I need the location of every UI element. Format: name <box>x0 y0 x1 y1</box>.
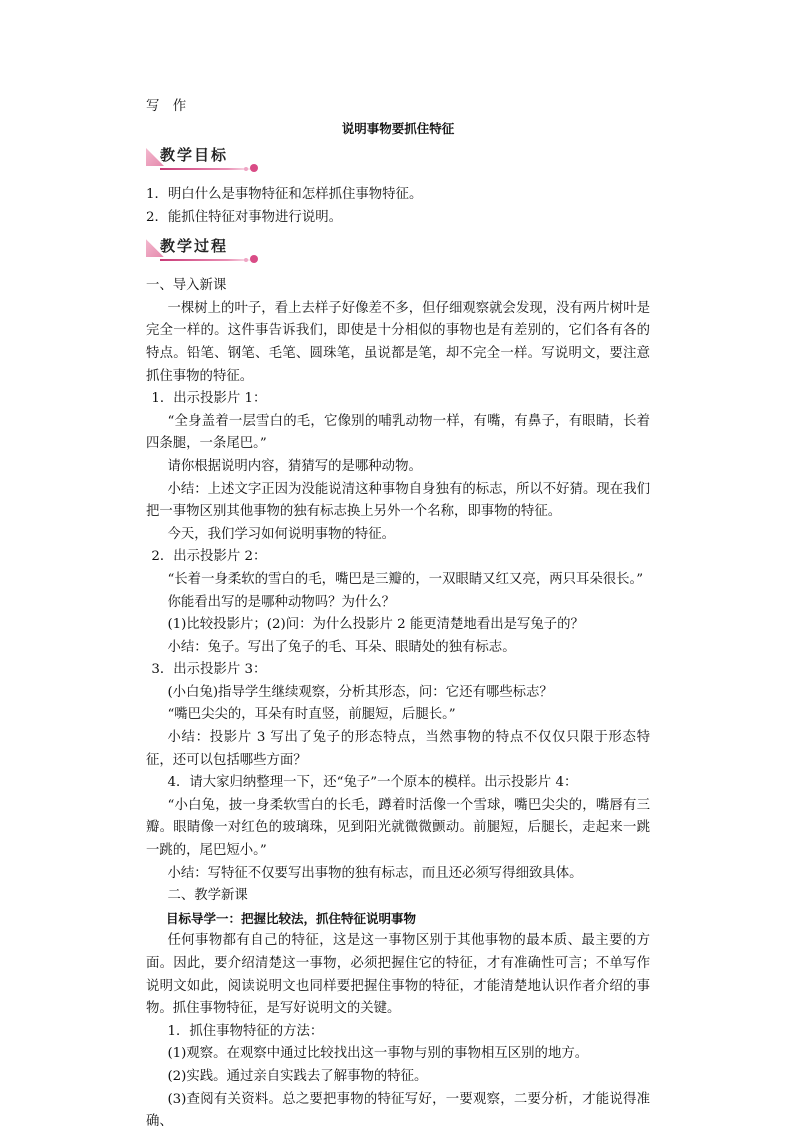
banner-goals <box>146 144 650 182</box>
quote: “嘴巴尖尖的，耳朵有时直竖，前腿短，后腿长。” <box>167 707 456 723</box>
goal-heading: 目标导学一：把握比较法，抓住特征说明事物 <box>166 910 417 926</box>
banner-underline <box>160 259 256 261</box>
list-item: 4．请大家归纳整理一下，还“兔子”一个原本的模样。出示投影片 4： <box>167 775 578 791</box>
goal-item: 1．明白什么是事物特征和怎样抓住事物特征。 <box>146 187 423 202</box>
goal-item: 2．能抓住特征对事物进行说明。 <box>146 209 342 225</box>
list-item: 2．出示投影片 2： <box>151 549 267 565</box>
paragraph: 请你根据说明内容，猜猜写的是哪种动物。 <box>167 458 422 474</box>
section-heading: 二、教学新课 <box>167 888 248 904</box>
list-item: 1．抓住事物特征的方法： <box>167 1023 324 1039</box>
banner-dot-icon <box>250 255 258 263</box>
summary: 小结：上述文字正因为没能说清这种事物自身独有的标志，所以不好猜。现在我们把一事物区别其他事物的独有标志换上另外一个名称，即事物的特征。 <box>146 481 650 520</box>
list-item: (2)实践。通过亲自实践去了解事物的特征。 <box>167 1068 428 1084</box>
paragraph: (小白兔)指导学生继续观察，分析其形态，问：它还有哪些标志？ <box>167 684 553 700</box>
paragraph: 一棵树上的叶子，看上去样子好像差不多，但仔细观察就会发现，没有两片树叶是完全一样的。这件事告诉我们，即使是十分相似的事物也是有差别的，它们各有各的特点。铅笔、钢笔、毛笔、圆珠笔，虽说都是笔，却不完全一样。写说明文，要注意抓住事物的特征。 <box>146 300 650 384</box>
paragraph: 你能看出写的是哪种动物吗？为什么？ <box>167 594 396 610</box>
quote: “全身盖着一层雪白的毛，它像别的哺乳动物一样，有嘴，有鼻子，有眼睛，长着四条腿，一条尾巴。” <box>146 413 650 452</box>
banner-dot-small-icon <box>244 258 248 262</box>
banner-underline <box>160 168 256 170</box>
paragraph: (1)比较投影片；(2)问：为什么投影片 2 能更清楚地看出是写兔子的？ <box>167 617 584 633</box>
list-item: (1)观察。在观察中通过比较找出这一事物与别的事物相互区别的地方。 <box>167 1046 589 1062</box>
banner-dot-icon <box>250 164 258 172</box>
list-item: 1．出示投影片 1： <box>151 391 267 407</box>
section-header: 写 作 <box>146 99 187 114</box>
quote: “小白兔，披一身柔软雪白的长毛，蹲着时活像一个雪球，嘴巴尖尖的，嘴唇有三瓣。眼睛像一对红色的玻璃珠，见到阳光就微微颤动。前腿短，后腿长，走起来一跳一跳的，尾巴短小。” <box>146 797 650 859</box>
banner-goals-label: 教学目标 <box>160 146 229 164</box>
summary: 小结：写特征不仅要写出事物的独有标志，而且还必须写得细致具体。 <box>167 865 583 881</box>
summary: 小结：兔子。写出了兔子的毛、耳朵、眼睛处的独有标志。 <box>167 639 516 655</box>
banner-process <box>146 235 650 273</box>
paragraph: 今天，我们学习如何说明事物的特征。 <box>167 526 396 542</box>
list-item: 3．出示投影片 3： <box>151 662 267 678</box>
document-body <box>146 96 650 1134</box>
quote: “长着一身柔软的雪白的毛，嘴巴是三瓣的，一双眼睛又红又亮，两只耳朵很长。” <box>167 571 644 587</box>
section-heading: 一、导入新课 <box>146 278 227 294</box>
banner-dot-small-icon <box>244 167 248 171</box>
paragraph: 任何事物都有自己的特征，这是这一事物区别于其他事物的最本质、最主要的方面。因此，要介绍清楚这一事物，必须把握住它的特征，才有准确性可言；不单写作说明文如此，阅读说明文也同样要把握住事物的特征，才能清楚地认识作者介绍的事物。抓住事物特征，是写好说明文的关键。 <box>146 933 650 1017</box>
page-title: 说明事物要抓住特征 <box>341 121 455 136</box>
summary: 小结：投影片 3 写出了兔子的形态特点，当然事物的特点不仅仅只限于形态特征，还可以包括哪些方面？ <box>146 730 650 768</box>
list-item: (3)查阅有关资料。总之要把事物的特征写好，一要观察，二要分析，才能说得准确、 <box>146 1091 650 1130</box>
banner-process-label: 教学过程 <box>160 237 229 256</box>
